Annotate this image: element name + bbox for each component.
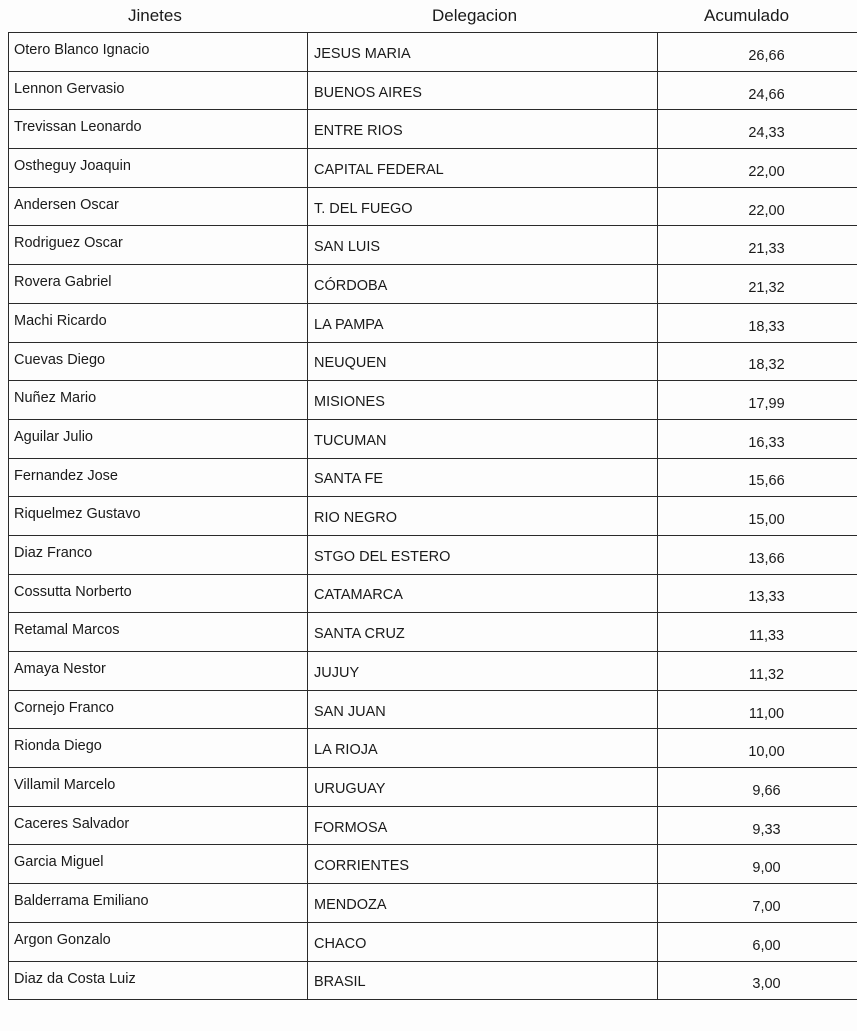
table-row [9,652,857,691]
acumulado-cell: 10,00 [658,729,857,768]
acumulado-cell: 9,33 [658,806,857,845]
table-row [9,729,857,768]
delegacion-cell: SANTA CRUZ [308,613,658,652]
table-row [9,381,857,420]
column-headers [0,4,857,30]
acumulado-cell: 21,33 [658,226,857,265]
header-acumulado: Acumulado [704,6,790,25]
jinete-cell: Cornejo Franco [9,690,308,729]
table-row [9,690,857,729]
table-row [9,458,857,497]
delegacion-cell: URUGUAY [308,768,658,807]
acumulado-cell: 15,66 [658,458,857,497]
delegacion-cell: SANTA FE [308,458,658,497]
table-row [9,884,857,923]
table-row [9,574,857,613]
acumulado-cell: 11,33 [658,613,857,652]
delegacion-cell: FORMOSA [308,806,658,845]
table-row [9,613,857,652]
jinete-cell: Rionda Diego [9,729,308,768]
delegacion-cell: MISIONES [308,381,658,420]
acumulado-cell: 9,66 [658,768,857,807]
jinete-cell: Riquelmez Gustavo [9,497,308,536]
delegacion-cell: LA PAMPA [308,303,658,342]
header-jinetes: Jinetes [128,6,182,25]
delegacion-cell: SAN LUIS [308,226,658,265]
table-row [9,845,857,884]
table-row [9,419,857,458]
jinete-cell: Amaya Nestor [9,652,308,691]
jinete-cell: Cuevas Diego [9,342,308,381]
acumulado-cell: 16,33 [658,419,857,458]
jinete-cell: Balderrama Emiliano [9,884,308,923]
jinete-cell: Trevissan Leonardo [9,110,308,149]
acumulado-cell: 13,33 [658,574,857,613]
acumulado-cell: 11,00 [658,690,857,729]
results-table [8,32,857,1000]
delegacion-cell: TUCUMAN [308,419,658,458]
acumulado-cell: 24,66 [658,71,857,110]
table-row [9,187,857,226]
header-delegacion: Delegacion [432,6,518,25]
table-row [9,110,857,149]
delegacion-cell: NEUQUEN [308,342,658,381]
acumulado-cell: 21,32 [658,265,857,304]
jinete-cell: Cossutta Norberto [9,574,308,613]
jinete-cell: Andersen Oscar [9,187,308,226]
jinete-cell: Retamal Marcos [9,613,308,652]
jinete-cell: Villamil Marcelo [9,768,308,807]
acumulado-cell: 6,00 [658,922,857,961]
delegacion-cell: SAN JUAN [308,690,658,729]
delegacion-cell: RIO NEGRO [308,497,658,536]
jinete-cell: Caceres Salvador [9,806,308,845]
table-row [9,265,857,304]
jinete-cell: Diaz da Costa Luiz [9,961,308,1000]
acumulado-cell: 11,32 [658,652,857,691]
jinete-cell: Rodriguez Oscar [9,226,308,265]
delegacion-cell: MENDOZA [308,884,658,923]
delegacion-cell: CHACO [308,922,658,961]
acumulado-cell: 22,00 [658,187,857,226]
table-row [9,226,857,265]
jinete-cell: Otero Blanco Ignacio [9,33,308,72]
delegacion-cell: ENTRE RIOS [308,110,658,149]
jinete-cell: Argon Gonzalo [9,922,308,961]
acumulado-cell: 7,00 [658,884,857,923]
acumulado-cell: 9,00 [658,845,857,884]
jinete-cell: Fernandez Jose [9,458,308,497]
results-table-body [9,33,857,1000]
acumulado-cell: 18,32 [658,342,857,381]
delegacion-cell: BRASIL [308,961,658,1000]
table-row [9,961,857,1000]
delegacion-cell: STGO DEL ESTERO [308,535,658,574]
acumulado-cell: 3,00 [658,961,857,1000]
table-row [9,806,857,845]
acumulado-cell: 17,99 [658,381,857,420]
delegacion-cell: T. DEL FUEGO [308,187,658,226]
delegacion-cell: BUENOS AIRES [308,71,658,110]
acumulado-cell: 18,33 [658,303,857,342]
acumulado-cell: 15,00 [658,497,857,536]
jinete-cell: Ostheguy Joaquin [9,149,308,188]
table-row [9,497,857,536]
jinete-cell: Lennon Gervasio [9,71,308,110]
delegacion-cell: LA RIOJA [308,729,658,768]
delegacion-cell: CORRIENTES [308,845,658,884]
table-row [9,922,857,961]
jinete-cell: Nuñez Mario [9,381,308,420]
table-row [9,303,857,342]
table-row [9,342,857,381]
acumulado-cell: 13,66 [658,535,857,574]
table-row [9,71,857,110]
delegacion-cell: JUJUY [308,652,658,691]
table-row [9,768,857,807]
jinete-cell: Garcia Miguel [9,845,308,884]
acumulado-cell: 26,66 [658,33,857,72]
delegacion-cell: CATAMARCA [308,574,658,613]
jinete-cell: Diaz Franco [9,535,308,574]
table-row [9,535,857,574]
jinete-cell: Rovera Gabriel [9,265,308,304]
delegacion-cell: CÓRDOBA [308,265,658,304]
delegacion-cell: JESUS MARIA [308,33,658,72]
table-row [9,149,857,188]
table-row [9,33,857,72]
jinete-cell: Machi Ricardo [9,303,308,342]
acumulado-cell: 22,00 [658,149,857,188]
delegacion-cell: CAPITAL FEDERAL [308,149,658,188]
acumulado-cell: 24,33 [658,110,857,149]
jinete-cell: Aguilar Julio [9,419,308,458]
